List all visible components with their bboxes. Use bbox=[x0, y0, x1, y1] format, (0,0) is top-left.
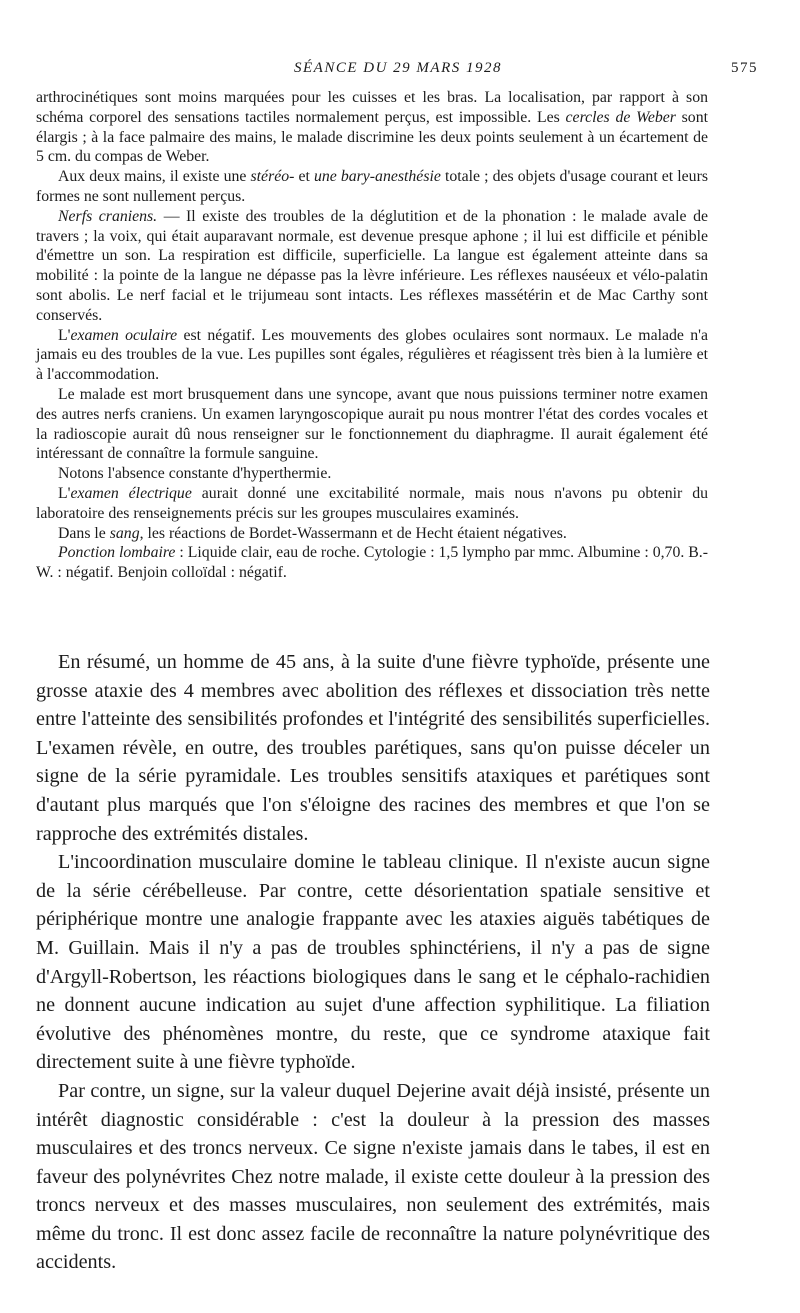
summary-large-text bbox=[36, 648, 710, 1277]
paragraph-cranial-nerves: Nerfs craniens. — Il existe des troubles de la déglutition et de la phonation : le malade avale de travers ; la voix, qui était auparavant normale, est devenue presque aphone ; il lui est difficile et pénible d'émettre un son. La respiration est difficile, superficielle. La langue est également atteinte dans sa mobilité : la pointe de la langue ne dépasse pas la lèvre inférieure. Les réflexes nauséeux et vélo-palatin sont abolis. Le nerf facial et le trijumeau sont intacts. Les réflexes massétérin et de Mac Carthy sont conservés. bbox=[36, 207, 708, 324]
page-number: 575 bbox=[731, 60, 758, 76]
running-title: SÉANCE DU 29 MARS 1928 bbox=[294, 60, 502, 76]
paragraph-sensitivity: arthrocinétiques sont moins marquées pour les cuisses et les bras. La localisation, par rapport à son schéma corporel des sensations tactiles normalement perçus, est impossible. Les cercles de Weber sont élargis ; à la face palmaire des mains, le malade discrimine les deux points seulement à un écartement de 5 cm. du compas de Weber. bbox=[36, 89, 708, 166]
paragraph-death: Le malade est mort brusquement dans une syncope, avant que nous puissions terminer notre examen des autres nerfs craniens. Un examen laryngoscopique aurait pu nous montrer l'état des cordes vocales et la radioscopie aurait dû nous renseigner sur le fonctionnement du diaphragme. Il aurait également été intéressant de connaître la formule sanguine. bbox=[36, 385, 708, 463]
case-report-small-text bbox=[36, 88, 708, 583]
paragraph-incoordination: L'incoordination musculaire domine le tableau clinique. Il n'existe aucun signe de la série cérébelleuse. Par contre, cette désorientation spatiale sensitive et périphérique montre une analogie frappante avec les ataxies aiguës tabétiques de M. Guillain. Mais il n'y a pas de troubles sphinctériens, il n'y a pas de signe d'Argyll-Robertson, les réactions biologiques dans le sang et le céphalo-rachidien ne donnent aucune indication au sujet d'une affection syphilitique. La filiation évolutive des phénomènes montre, du reste, que ce syndrome ataxique fait directement suite à une fièvre typhoïde. bbox=[36, 851, 710, 1074]
paragraph-electrical-exam: L'examen électrique aurait donné une excitabilité normale, mais nous n'avons pu obtenir du laboratoire des renseignements précis sur les groupes musculaires examinés. bbox=[36, 484, 708, 522]
paragraph-diagnostic-sign: Par contre, un signe, sur la valeur duquel Dejerine avait déjà insisté, présente un intérêt diagnostic considérable : c'est la douleur à la pression des masses musculaires et des troncs nerveux. Ce signe n'existe jamais dans le tabes, il est en faveur des polynévrites Chez notre malade, il existe cette douleur à la pression des troncs nerveux et des masses musculaires, non seulement des extrémités, mais même du tronc. Il est donc assez facile de reconnaître la nature polynévritique des accidents. bbox=[36, 1079, 710, 1274]
paragraph-ocular-exam: L'examen oculaire est négatif. Les mouvements des globes oculaires sont normaux. Le malade n'a jamais eu des troubles de la vue. Les pupilles sont égales, régulières et réagissent très bien à la lumière et à l'accommodation. bbox=[36, 326, 709, 384]
paragraph-hyperthermia: Notons l'absence constante d'hyperthermie. bbox=[58, 465, 332, 483]
page-header bbox=[38, 60, 758, 82]
paragraph-summary: En résumé, un homme de 45 ans, à la suite d'une fièvre typhoïde, présente une grosse ataxie des 4 membres avec abolition des réflexes et dissociation très nette entre l'atteinte des sensibilités profondes et l'intégrité des sensibilités superficielles. L'examen révèle, en outre, des troubles parétiques, sans qu'on puisse déceler un signe de la série pyramidale. Les troubles sensitifs ataxiques et parétiques sont d'autant plus marqués que l'on s'éloigne des racines des membres et que l'on se rapproche des extrémités distales. bbox=[36, 651, 710, 845]
paragraph-lumbar-puncture: Ponction lombaire : Liquide clair, eau de roche. Cytologie : 1,5 lympho par mmc. Albumine : 0,70. B.-W. : négatif. Benjoin colloïdal : négatif. bbox=[36, 544, 709, 582]
paragraph-blood: Dans le sang, les réactions de Bordet-Wassermann et de Hecht étaient négatives. bbox=[58, 524, 567, 542]
paragraph-astereognosis: Aux deux mains, il existe une stéréo- et une bary-anesthésie totale ; des objets d'usage courant et leurs formes ne sont nullement perçus. bbox=[36, 168, 708, 205]
